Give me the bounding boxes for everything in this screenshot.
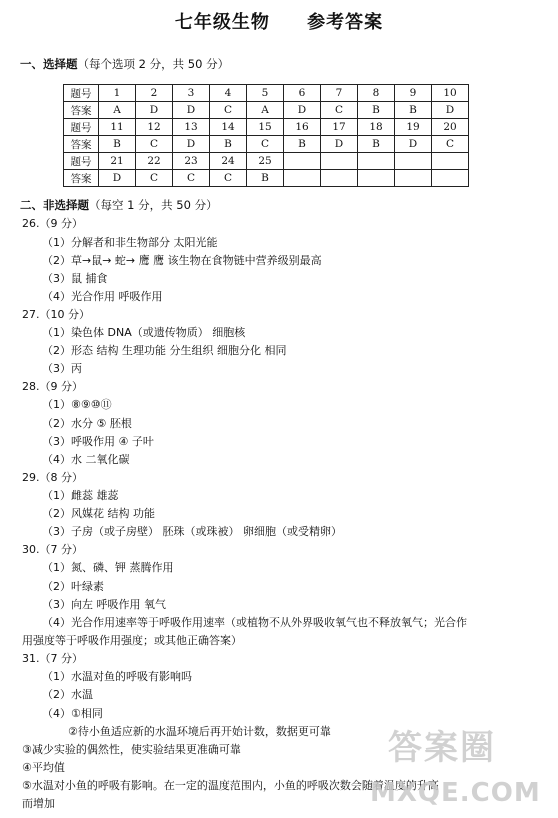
answer-line: 用强度等于呼吸作用强度；或其他正确答案） [22, 634, 242, 647]
table-cell: 12 [136, 119, 173, 136]
table-cell [284, 153, 321, 170]
answer-line: （1）雌蕊 雄蕊 [42, 489, 119, 502]
answer-line: （2）水温 [42, 688, 93, 701]
table-cell: C [247, 136, 284, 153]
answer-line: 31.（7 分） [22, 652, 83, 665]
table-cell: D [173, 136, 210, 153]
table-cell: 15 [247, 119, 284, 136]
answer-line: ②待小鱼适应新的水温环境后再开始计数，数据更可靠 [68, 725, 331, 738]
table-cell: A [99, 102, 136, 119]
table-cell: 23 [173, 153, 210, 170]
answer-line: 28.（9 分） [22, 380, 83, 393]
table-cell [358, 170, 395, 187]
title-main: 七年级生物 [174, 12, 270, 33]
table-cell [395, 153, 432, 170]
table-cell: D [321, 136, 358, 153]
table-cell: 14 [210, 119, 247, 136]
table-row [64, 170, 469, 187]
table-cell: C [136, 136, 173, 153]
answer-line: （2）形态 结构 生理功能 分生组织 细胞分化 相同 [42, 344, 287, 357]
table-cell: 22 [136, 153, 173, 170]
answer-line: （2）叶绿素 [42, 580, 104, 593]
table-cell [395, 170, 432, 187]
table-cell: 24 [210, 153, 247, 170]
row-label: 题号 [64, 119, 99, 136]
table-cell: A [247, 102, 284, 119]
table-cell: 16 [284, 119, 321, 136]
answer-line: 而增加 [22, 797, 55, 810]
answer-line: （4）光合作用速率等于呼吸作用速率（或植物不从外界吸收氧气也不释放氧气；光合作 [42, 616, 467, 629]
table-cell: C [210, 102, 247, 119]
table-cell: D [173, 102, 210, 119]
answer-line: （3）呼吸作用 ④ 子叶 [42, 435, 154, 448]
answer-line: 29.（8 分） [22, 471, 83, 484]
table-cell: 19 [395, 119, 432, 136]
table-cell: 5 [247, 85, 284, 102]
row-label: 答案 [64, 136, 99, 153]
answer-line: ⑤水温对小鱼的呼吸有影响。在一定的温度范围内，小鱼的呼吸次数会随着温度的升高 [22, 779, 439, 792]
table-cell: 18 [358, 119, 395, 136]
table-row [64, 102, 469, 119]
table-cell: 4 [210, 85, 247, 102]
answer-line: （2）风媒花 结构 功能 [42, 507, 155, 520]
table-cell: B [284, 136, 321, 153]
section-1-note: （每个选项 2 分，共 50 分） [77, 57, 230, 71]
answer-line: （3）鼠 捕食 [42, 272, 108, 285]
answer-line: （3）子房（或子房壁） 胚珠（或珠被） 卵细胞（或受精卵） [42, 525, 342, 538]
answer-line: （2）草→鼠→ 蛇→ 鹰 鹰 该生物在食物链中营养级别最高 [42, 254, 322, 267]
table-cell: B [395, 102, 432, 119]
answer-line: 27.（10 分） [22, 308, 90, 321]
row-label: 题号 [64, 153, 99, 170]
table-cell: B [210, 136, 247, 153]
table-cell: B [358, 136, 395, 153]
table-cell [321, 153, 358, 170]
row-label: 题号 [64, 85, 99, 102]
table-cell: 6 [284, 85, 321, 102]
table-cell: C [173, 170, 210, 187]
title-sub: 参考答案 [307, 12, 384, 33]
page-title [0, 8, 558, 34]
table-cell: C [432, 136, 469, 153]
answer-line: （1）分解者和非生物部分 太阳光能 [42, 236, 218, 249]
table-cell: D [432, 102, 469, 119]
answer-line: （3）向左 呼吸作用 氧气 [42, 598, 166, 611]
table-cell: 10 [432, 85, 469, 102]
table-cell: 11 [99, 119, 136, 136]
row-label: 答案 [64, 170, 99, 187]
answer-line: ④平均值 [22, 761, 65, 774]
table-cell [432, 170, 469, 187]
answer-line: （3）丙 [42, 362, 82, 375]
table-cell: 20 [432, 119, 469, 136]
answer-line: （2）水分 ⑤ 胚根 [42, 417, 132, 430]
table-cell: C [136, 170, 173, 187]
answer-line: 30.（7 分） [22, 543, 83, 556]
table-cell: 3 [173, 85, 210, 102]
table-cell: B [247, 170, 284, 187]
table-cell: 25 [247, 153, 284, 170]
table-cell [358, 153, 395, 170]
table-cell: 21 [99, 153, 136, 170]
table-cell [321, 170, 358, 187]
table-row [64, 85, 469, 102]
table-cell: 7 [321, 85, 358, 102]
table-row [64, 136, 469, 153]
table-cell: 13 [173, 119, 210, 136]
answer-line: （1）水温对鱼的呼吸有影响吗 [42, 670, 192, 683]
table-cell [432, 153, 469, 170]
answer-line: （4）光合作用 呼吸作用 [42, 290, 163, 303]
table-cell: C [321, 102, 358, 119]
answer-table [63, 84, 469, 187]
answer-line: （1）氮、磷、钾 蒸腾作用 [42, 561, 174, 574]
table-cell: 8 [358, 85, 395, 102]
table-cell: 1 [99, 85, 136, 102]
table-cell: D [136, 102, 173, 119]
watermark-logo: 答案圈 [388, 728, 496, 768]
table-cell: 2 [136, 85, 173, 102]
answer-line: （4）水 二氧化碳 [42, 453, 130, 466]
answer-line: （1）⑧⑨⑩⑪ [42, 398, 112, 411]
answer-line: （4）①相同 [42, 707, 103, 720]
section-2-heading [20, 197, 218, 213]
table-cell: C [210, 170, 247, 187]
table-cell: B [99, 136, 136, 153]
table-row [64, 153, 469, 170]
table-cell: D [395, 136, 432, 153]
table-cell: 9 [395, 85, 432, 102]
table-row [64, 119, 469, 136]
section-2-title: 二、非选择题 [20, 198, 89, 212]
answer-line: （1）染色体 DNA（或遗传物质） 细胞核 [42, 326, 246, 339]
row-label: 答案 [64, 102, 99, 119]
table-cell: D [284, 102, 321, 119]
answer-line: ③减少实验的偶然性，使实验结果更准确可靠 [22, 743, 241, 756]
answer-line: 26.（9 分） [22, 217, 83, 230]
table-cell: B [358, 102, 395, 119]
section-2-note: （每空 1 分，共 50 分） [89, 198, 218, 212]
table-cell [284, 170, 321, 187]
section-1-heading [20, 56, 229, 72]
section-1-title: 一、选择题 [20, 57, 78, 71]
table-cell: 17 [321, 119, 358, 136]
table-cell: D [99, 170, 136, 187]
watermark-site: MXQE.COM [370, 778, 541, 808]
